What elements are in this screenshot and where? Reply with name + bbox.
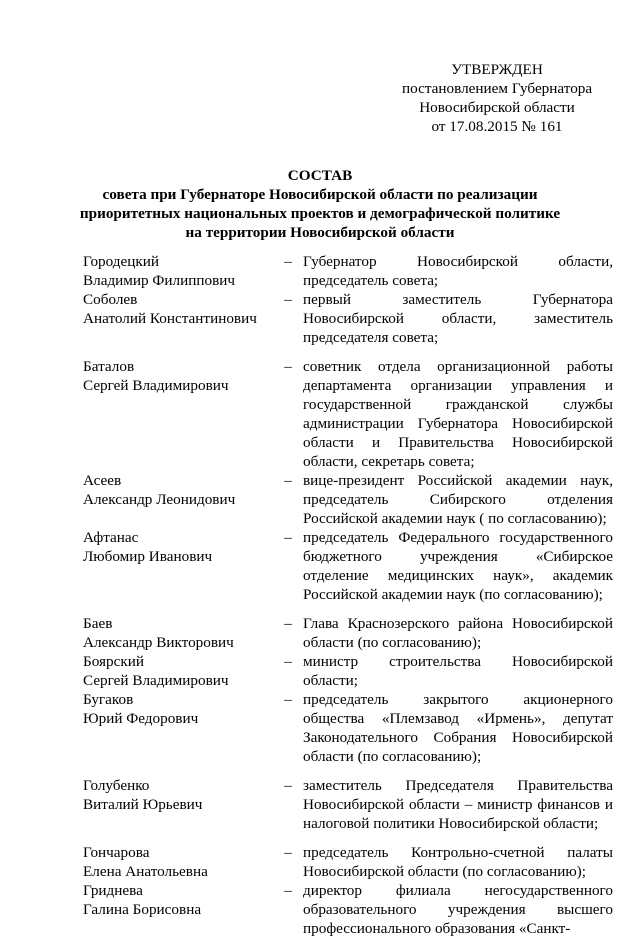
member-role: вице-президент Российской академии наук, председатель Сибирского отделения Российской академии наук ( по согласованию); bbox=[303, 472, 613, 527]
approval-decree: постановлением Губернатора bbox=[402, 80, 593, 97]
member-name bbox=[83, 357, 273, 471]
member-name bbox=[83, 252, 273, 290]
separator-dash: – bbox=[284, 691, 292, 708]
member-given-names: Виталий Юрьевич bbox=[83, 796, 203, 813]
member-name bbox=[83, 690, 273, 766]
member-row bbox=[83, 843, 613, 881]
separator-dash: – bbox=[284, 472, 292, 489]
member-surname: Боярский bbox=[83, 653, 144, 670]
member-given-names: Елена Анатольевна bbox=[83, 863, 208, 880]
member-row bbox=[83, 471, 613, 528]
approval-date: от 17.08.2015 № 161 bbox=[431, 118, 563, 135]
separator-dash: – bbox=[284, 882, 292, 899]
title-line: на территории Новосибирской области bbox=[185, 224, 455, 241]
separator-dash: – bbox=[284, 653, 292, 670]
member-surname: Баев bbox=[83, 615, 113, 632]
approval-region: Новосибирской области bbox=[419, 99, 575, 116]
member-given-names: Сергей Владимирович bbox=[83, 377, 229, 394]
member-name bbox=[83, 776, 273, 833]
member-surname: Асеев bbox=[83, 472, 122, 489]
member-row bbox=[83, 290, 613, 347]
member-given-names: Владимир Филиппович bbox=[83, 272, 236, 289]
member-name bbox=[83, 614, 273, 652]
document-title bbox=[60, 166, 580, 242]
approval-block bbox=[402, 60, 592, 136]
member-name bbox=[83, 881, 273, 938]
member-given-names: Юрий Федорович bbox=[83, 710, 199, 727]
member-row bbox=[83, 690, 613, 766]
member-role: первый заместитель Губернатора Новосибирской области, заместитель председателя совета; bbox=[303, 291, 613, 346]
member-row bbox=[83, 614, 613, 652]
member-row bbox=[83, 652, 613, 690]
member-role: председатель закрытого акционерного общества «Племзавод «Ирмень», депутат Законодательного Собрания Новосибирской области (по согласованию); bbox=[303, 691, 613, 765]
member-name bbox=[83, 290, 273, 347]
member-role: директор филиала негосударственного образовательного учреждения высшего профессионального образования «Санкт- bbox=[303, 882, 613, 937]
member-surname: Бугаков bbox=[83, 691, 134, 708]
separator-dash: – bbox=[284, 529, 292, 546]
member-role: председатель Федерального государственного бюджетного учреждения «Сибирское отделение медицинских наук», академик Российской академии наук (по согласованию); bbox=[303, 529, 613, 603]
member-surname: Голубенко bbox=[83, 777, 150, 794]
members-list bbox=[83, 252, 613, 938]
member-surname: Гончарова bbox=[83, 844, 150, 861]
member-row bbox=[83, 252, 613, 290]
member-given-names: Сергей Владимирович bbox=[83, 672, 229, 689]
member-role: Губернатор Новосибирской области, председатель совета; bbox=[303, 253, 613, 289]
member-given-names: Александр Викторович bbox=[83, 634, 234, 651]
member-name bbox=[83, 471, 273, 528]
member-row bbox=[83, 776, 613, 833]
member-surname: Афтанас bbox=[83, 529, 139, 546]
title-line: приоритетных национальных проектов и демографической политике bbox=[79, 205, 561, 222]
member-role: министр строительства Новосибирской области; bbox=[303, 653, 613, 689]
member-given-names: Анатолий Константинович bbox=[83, 310, 257, 327]
member-role: советник отдела организационной работы департамента организации управления и государственной гражданской службы администрации Губернатора Новосибирской области и Правительства Новосибирской области, секретарь совета; bbox=[303, 358, 613, 470]
member-surname: Соболев bbox=[83, 291, 138, 308]
title-line: совета при Губернаторе Новосибирской области по реализации bbox=[102, 186, 538, 203]
member-row bbox=[83, 881, 613, 938]
member-row bbox=[83, 357, 613, 471]
approval-heading: УТВЕРЖДЕН bbox=[451, 61, 543, 78]
member-name bbox=[83, 528, 273, 604]
separator-dash: – bbox=[284, 253, 292, 270]
separator-dash: – bbox=[284, 291, 292, 308]
member-surname: Баталов bbox=[83, 358, 135, 375]
member-given-names: Александр Леонидович bbox=[83, 491, 236, 508]
member-given-names: Любомир Иванович bbox=[83, 548, 213, 565]
title-heading: СОСТАВ bbox=[287, 167, 353, 184]
member-surname: Городецкий bbox=[83, 253, 160, 270]
member-given-names: Галина Борисовна bbox=[83, 901, 202, 918]
member-name bbox=[83, 652, 273, 690]
separator-dash: – bbox=[284, 777, 292, 794]
separator-dash: – bbox=[284, 358, 292, 375]
member-role: заместитель Председателя Правительства Новосибирской области – министр финансов и налоговой политики Новосибирской области; bbox=[303, 777, 613, 832]
member-row bbox=[83, 528, 613, 604]
member-surname: Гриднева bbox=[83, 882, 143, 899]
member-role: Глава Краснозерского района Новосибирской области (по согласованию); bbox=[303, 615, 613, 651]
separator-dash: – bbox=[284, 844, 292, 861]
member-name bbox=[83, 843, 273, 881]
separator-dash: – bbox=[284, 615, 292, 632]
member-role: председатель Контрольно-счетной палаты Новосибирской области (по согласованию); bbox=[303, 844, 613, 880]
